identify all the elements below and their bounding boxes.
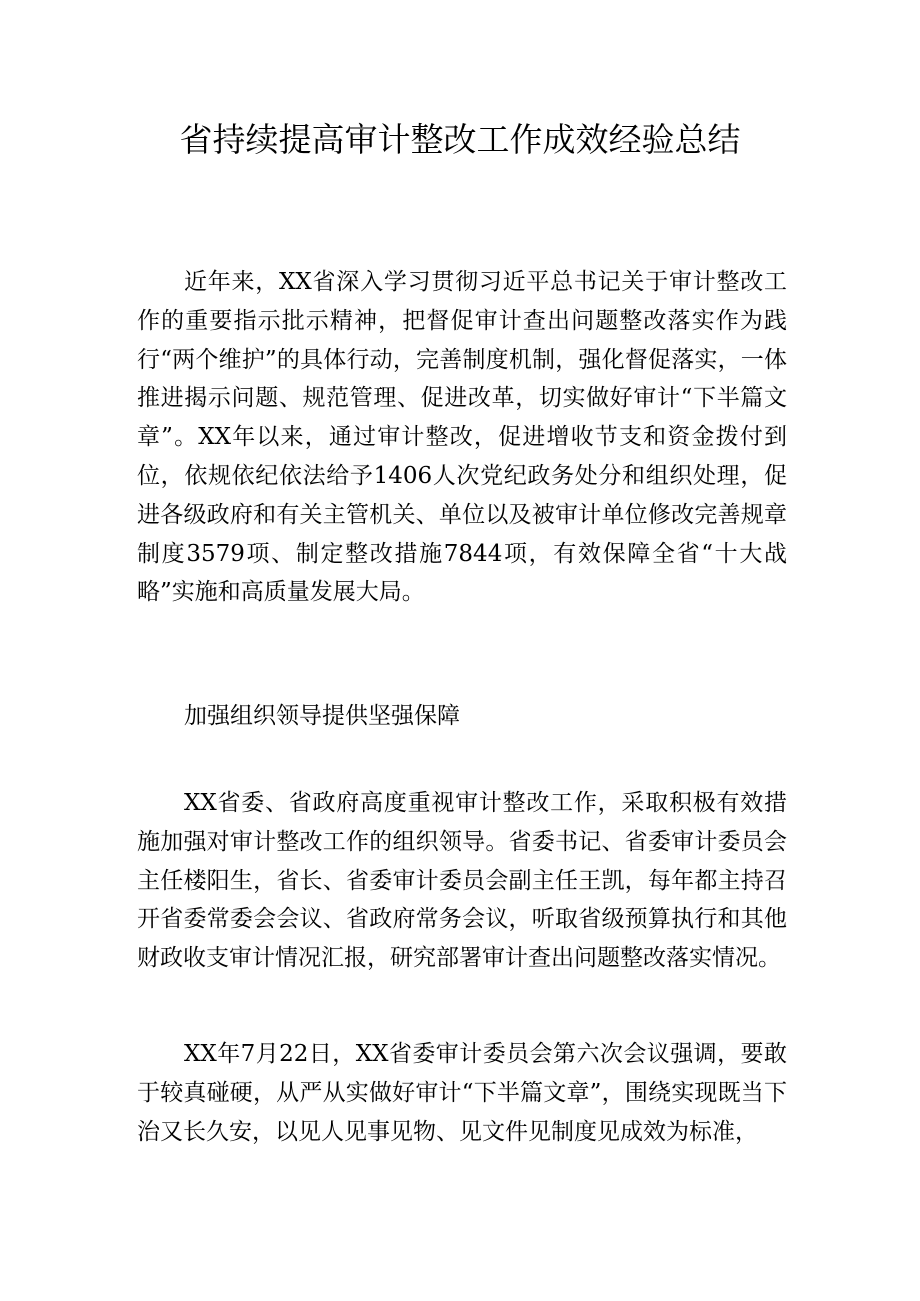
- section-heading: 加强组织领导提供坚强保障: [184, 703, 460, 729]
- document-title: 省持续提高审计整改工作成效经验总结: [179, 120, 741, 159]
- paragraph-leadership: XX省委、省政府高度重视审计整改工作，采取积极有效措施加强对审计整改工作的组织领导。省委书记、省委审计委员会主任楼阳生，省长、省委审计委员会副主任王凯，每年都主持召开省委常委会会议、省政府常务会议，听取省级预算执行和其他财政收支审计情况汇报，研究部署审计查出问题整改落实情况。: [137, 790, 787, 972]
- paragraph-intro: 近年来，XX省深入学习贯彻习近平总书记关于审计整改工作的重要指示批示精神，把督促审计查出问题整改落实作为践行“两个维护”的具体行动，完善制度机制，强化督促落实，一体推进揭示问题、规范管理、促进改革，切实做好审计“下半篇文章”。XX年以来，通过审计整改，促进增收节支和资金拨付到位，依规依纪依法给予1406人次党纪政务处分和组织处理，促进各级政府和有关主管机关、单位以及被审计单位修改完善规章制度3579项、制定整改措施7844项，有效保障全省“十大战略”实施和高质量发展大局。: [137, 269, 787, 606]
- paragraph-meeting: XX年7月22日，XX省委审计委员会第六次会议强调，要敢于较真碰硬，从严从实做好审计“下半篇文章”，围绕实现既当下治又长久安，以见人见事见物、见文件见制度见成效为标准，: [137, 1041, 787, 1145]
